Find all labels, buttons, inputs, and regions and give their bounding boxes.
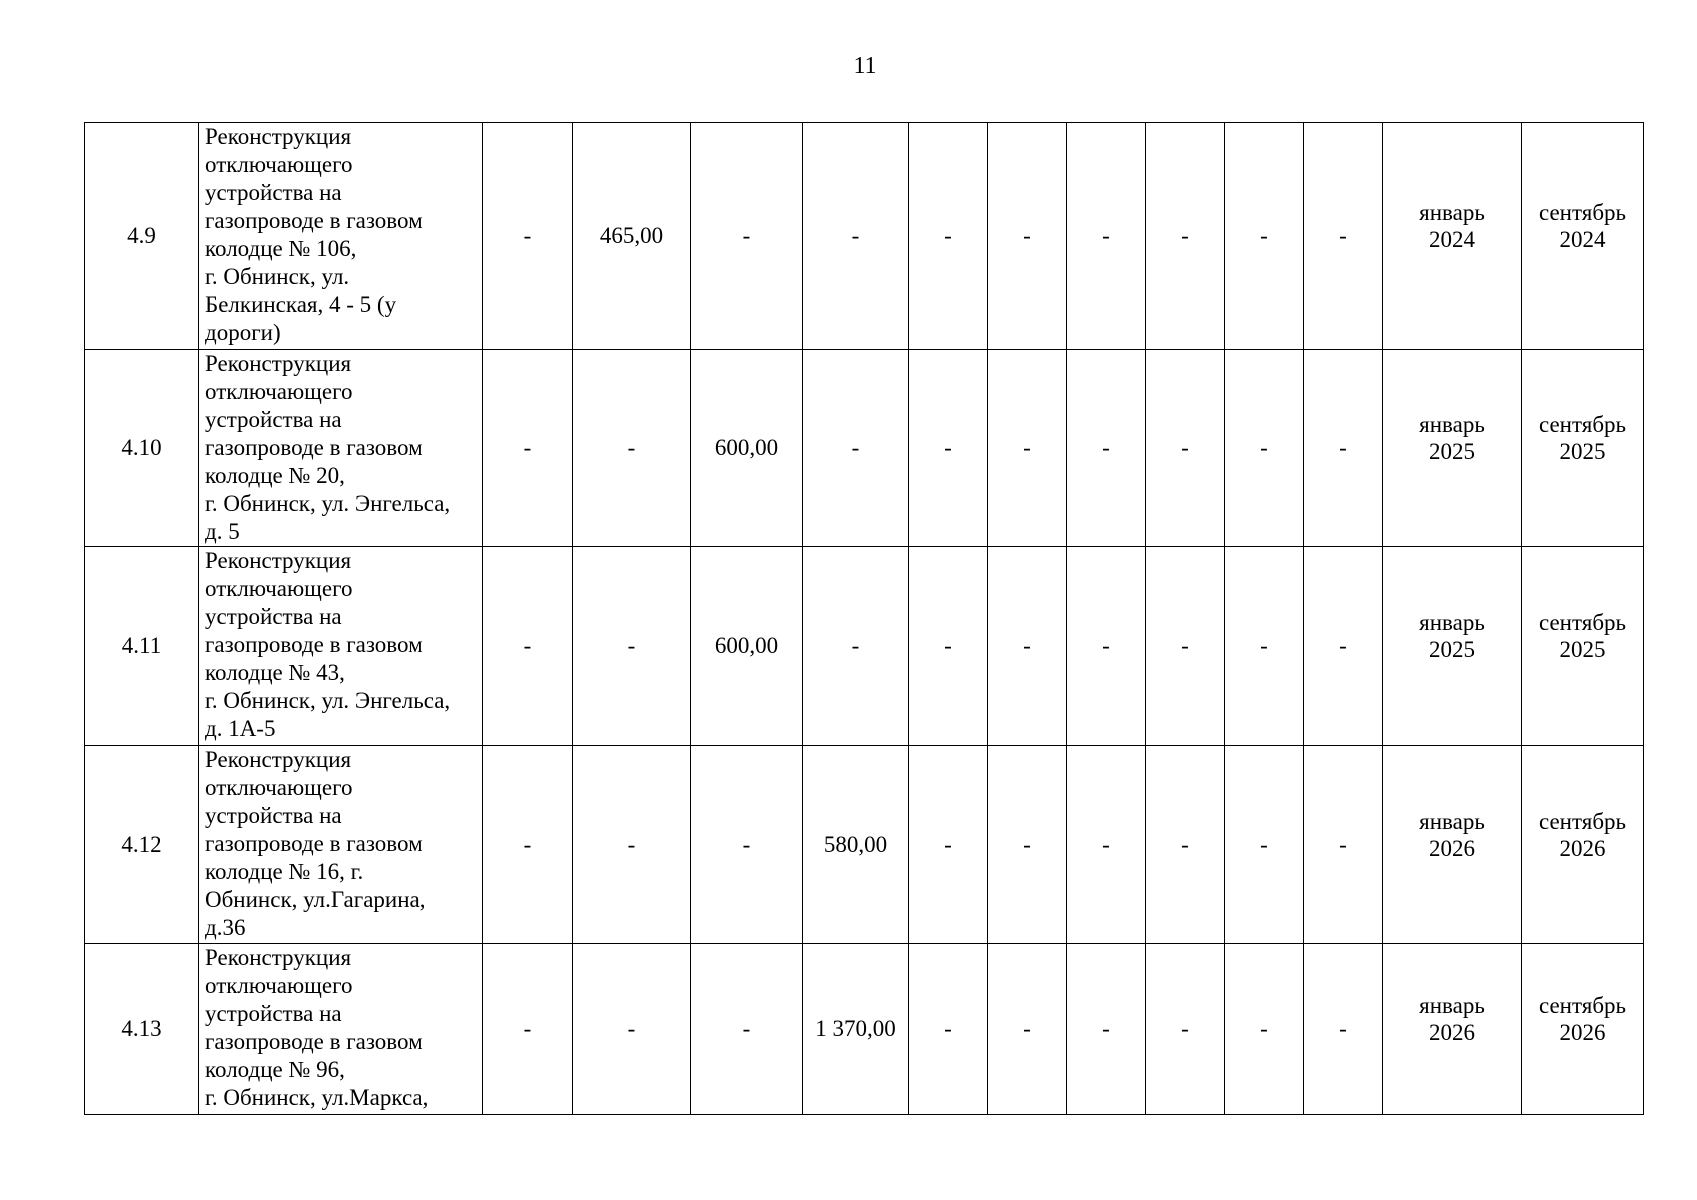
year-text: 2024 <box>1429 227 1475 252</box>
value-cell: - <box>691 746 803 944</box>
table-row <box>85 350 1644 547</box>
description-line: колодце № 106, <box>205 236 357 261</box>
description-line: Реконструкция <box>205 747 352 772</box>
object-description-cell <box>199 944 483 1115</box>
description-line: г. Обнинск, ул. Энгельса, <box>205 688 451 713</box>
description-line: дороги) <box>205 320 281 345</box>
value-cell: - <box>988 547 1067 746</box>
object-description-cell <box>199 746 483 944</box>
year-text: 2025 <box>1429 439 1475 464</box>
description-line: Белкинская, 4 - 5 (у <box>205 292 397 317</box>
value-cell: - <box>1225 350 1304 547</box>
value-cell: - <box>573 944 691 1115</box>
value-cell: - <box>988 746 1067 944</box>
month-text: сентябрь <box>1538 200 1627 225</box>
table-row <box>85 547 1644 746</box>
month-text: сентябрь <box>1538 412 1627 437</box>
year-text: 2026 <box>1429 835 1475 861</box>
value-cell: - <box>803 350 909 547</box>
description-line: д.36 <box>205 915 246 940</box>
month-text: январь <box>1419 412 1485 437</box>
value-cell: - <box>483 944 573 1115</box>
description-line: отключающего <box>205 775 353 800</box>
year-text: 2025 <box>1429 637 1475 662</box>
month-text: сентябрь <box>1538 808 1627 834</box>
value-cell: 580,00 <box>803 746 909 944</box>
year-text: 2026 <box>1559 1020 1606 1045</box>
end-date-cell <box>1522 350 1644 547</box>
value-cell: - <box>1225 944 1304 1115</box>
start-date-cell <box>1383 746 1522 944</box>
start-date-cell <box>1383 123 1522 350</box>
value-cell: - <box>1146 123 1225 350</box>
description-line: газопроводе в газовом <box>205 1029 423 1054</box>
program-table <box>84 122 1644 1115</box>
value-cell: - <box>573 746 691 944</box>
value-cell: - <box>483 746 573 944</box>
table-row <box>85 123 1644 350</box>
description-line: Реконструкция <box>205 548 352 573</box>
year-text: 2024 <box>1559 227 1606 252</box>
year-text: 2026 <box>1559 835 1606 861</box>
value-cell: - <box>1146 350 1225 547</box>
value-cell: - <box>909 123 988 350</box>
description-line: отключающего <box>205 576 353 601</box>
page-number: 11 <box>853 53 877 79</box>
value-cell: - <box>988 944 1067 1115</box>
row-number-cell: 4.12 <box>85 746 199 944</box>
description-line: устройства на <box>205 1001 342 1026</box>
month-text: январь <box>1419 610 1485 635</box>
description-line: газопроводе в газовом <box>205 632 423 657</box>
value-cell: - <box>1225 547 1304 746</box>
value-cell: - <box>1067 547 1146 746</box>
year-text: 2026 <box>1429 1020 1475 1045</box>
value-cell: - <box>1146 547 1225 746</box>
description-line: Обнинск, ул.Гагарина, <box>205 887 426 912</box>
description-line: Реконструкция <box>205 945 352 970</box>
description-line: устройства на <box>205 803 342 828</box>
value-cell: - <box>988 123 1067 350</box>
value-cell: - <box>483 123 573 350</box>
value-cell: - <box>988 350 1067 547</box>
object-description-cell <box>199 123 483 350</box>
value-cell: 600,00 <box>691 547 803 746</box>
value-cell: - <box>483 350 573 547</box>
month-text: январь <box>1419 993 1485 1018</box>
description-line: д. 5 <box>205 519 240 544</box>
value-cell: 465,00 <box>573 123 691 350</box>
start-date-cell <box>1383 350 1522 547</box>
value-cell: 1 370,00 <box>803 944 909 1115</box>
table-row <box>85 746 1644 944</box>
value-cell: - <box>803 547 909 746</box>
description-line: д. 1А-5 <box>205 716 276 741</box>
description-line: отключающего <box>205 152 353 177</box>
description-line: колодце № 43, <box>205 660 345 685</box>
value-cell: - <box>803 123 909 350</box>
end-date-cell <box>1522 746 1644 944</box>
value-cell: - <box>1225 746 1304 944</box>
description-line: Реконструкция <box>205 351 352 376</box>
description-line: отключающего <box>205 973 353 998</box>
description-line: газопроводе в газовом <box>205 831 423 856</box>
month-text: январь <box>1419 808 1485 834</box>
end-date-cell <box>1522 547 1644 746</box>
value-cell: - <box>909 547 988 746</box>
description-line: газопроводе в газовом <box>205 208 423 233</box>
value-cell: - <box>1225 123 1304 350</box>
year-text: 2025 <box>1559 439 1606 464</box>
value-cell: - <box>1304 350 1383 547</box>
value-cell: 600,00 <box>691 350 803 547</box>
description-line: устройства на <box>205 407 342 432</box>
description-line: г. Обнинск, ул. Энгельса, <box>205 491 451 516</box>
value-cell: - <box>909 350 988 547</box>
object-description-cell <box>199 547 483 746</box>
value-cell: - <box>1304 746 1383 944</box>
value-cell: - <box>1146 944 1225 1115</box>
value-cell: - <box>573 350 691 547</box>
start-date-cell <box>1383 547 1522 746</box>
end-date-cell <box>1522 123 1644 350</box>
value-cell: - <box>1304 944 1383 1115</box>
description-line: колодце № 96, <box>205 1057 345 1082</box>
month-text: сентябрь <box>1538 610 1627 635</box>
value-cell: - <box>1146 746 1225 944</box>
description-line: колодце № 20, <box>205 463 345 488</box>
object-description-cell <box>199 350 483 547</box>
description-line: колодце № 16, г. <box>205 859 364 884</box>
description-line: г. Обнинск, ул.Маркса, <box>205 1085 429 1110</box>
description-line: отключающего <box>205 379 353 404</box>
value-cell: - <box>1304 547 1383 746</box>
end-date-cell <box>1522 944 1644 1115</box>
month-text: сентябрь <box>1538 993 1627 1018</box>
description-line: г. Обнинск, ул. <box>205 264 350 289</box>
table-row <box>85 944 1644 1115</box>
row-number-cell: 4.10 <box>85 350 199 547</box>
row-number-cell: 4.11 <box>85 547 199 746</box>
value-cell: - <box>691 123 803 350</box>
description-line: Реконструкция <box>205 124 352 149</box>
value-cell: - <box>1304 123 1383 350</box>
value-cell: - <box>1067 350 1146 547</box>
description-line: устройства на <box>205 180 342 205</box>
description-line: газопроводе в газовом <box>205 435 423 460</box>
value-cell: - <box>909 746 988 944</box>
row-number-cell: 4.13 <box>85 944 199 1115</box>
month-text: январь <box>1419 200 1485 225</box>
value-cell: - <box>483 547 573 746</box>
value-cell: - <box>909 944 988 1115</box>
value-cell: - <box>1067 944 1146 1115</box>
description-line: устройства на <box>205 604 342 629</box>
row-number-cell: 4.9 <box>85 123 199 350</box>
year-text: 2025 <box>1559 637 1606 662</box>
start-date-cell <box>1383 944 1522 1115</box>
value-cell: - <box>573 547 691 746</box>
value-cell: - <box>1067 123 1146 350</box>
value-cell: - <box>691 944 803 1115</box>
value-cell: - <box>1067 746 1146 944</box>
